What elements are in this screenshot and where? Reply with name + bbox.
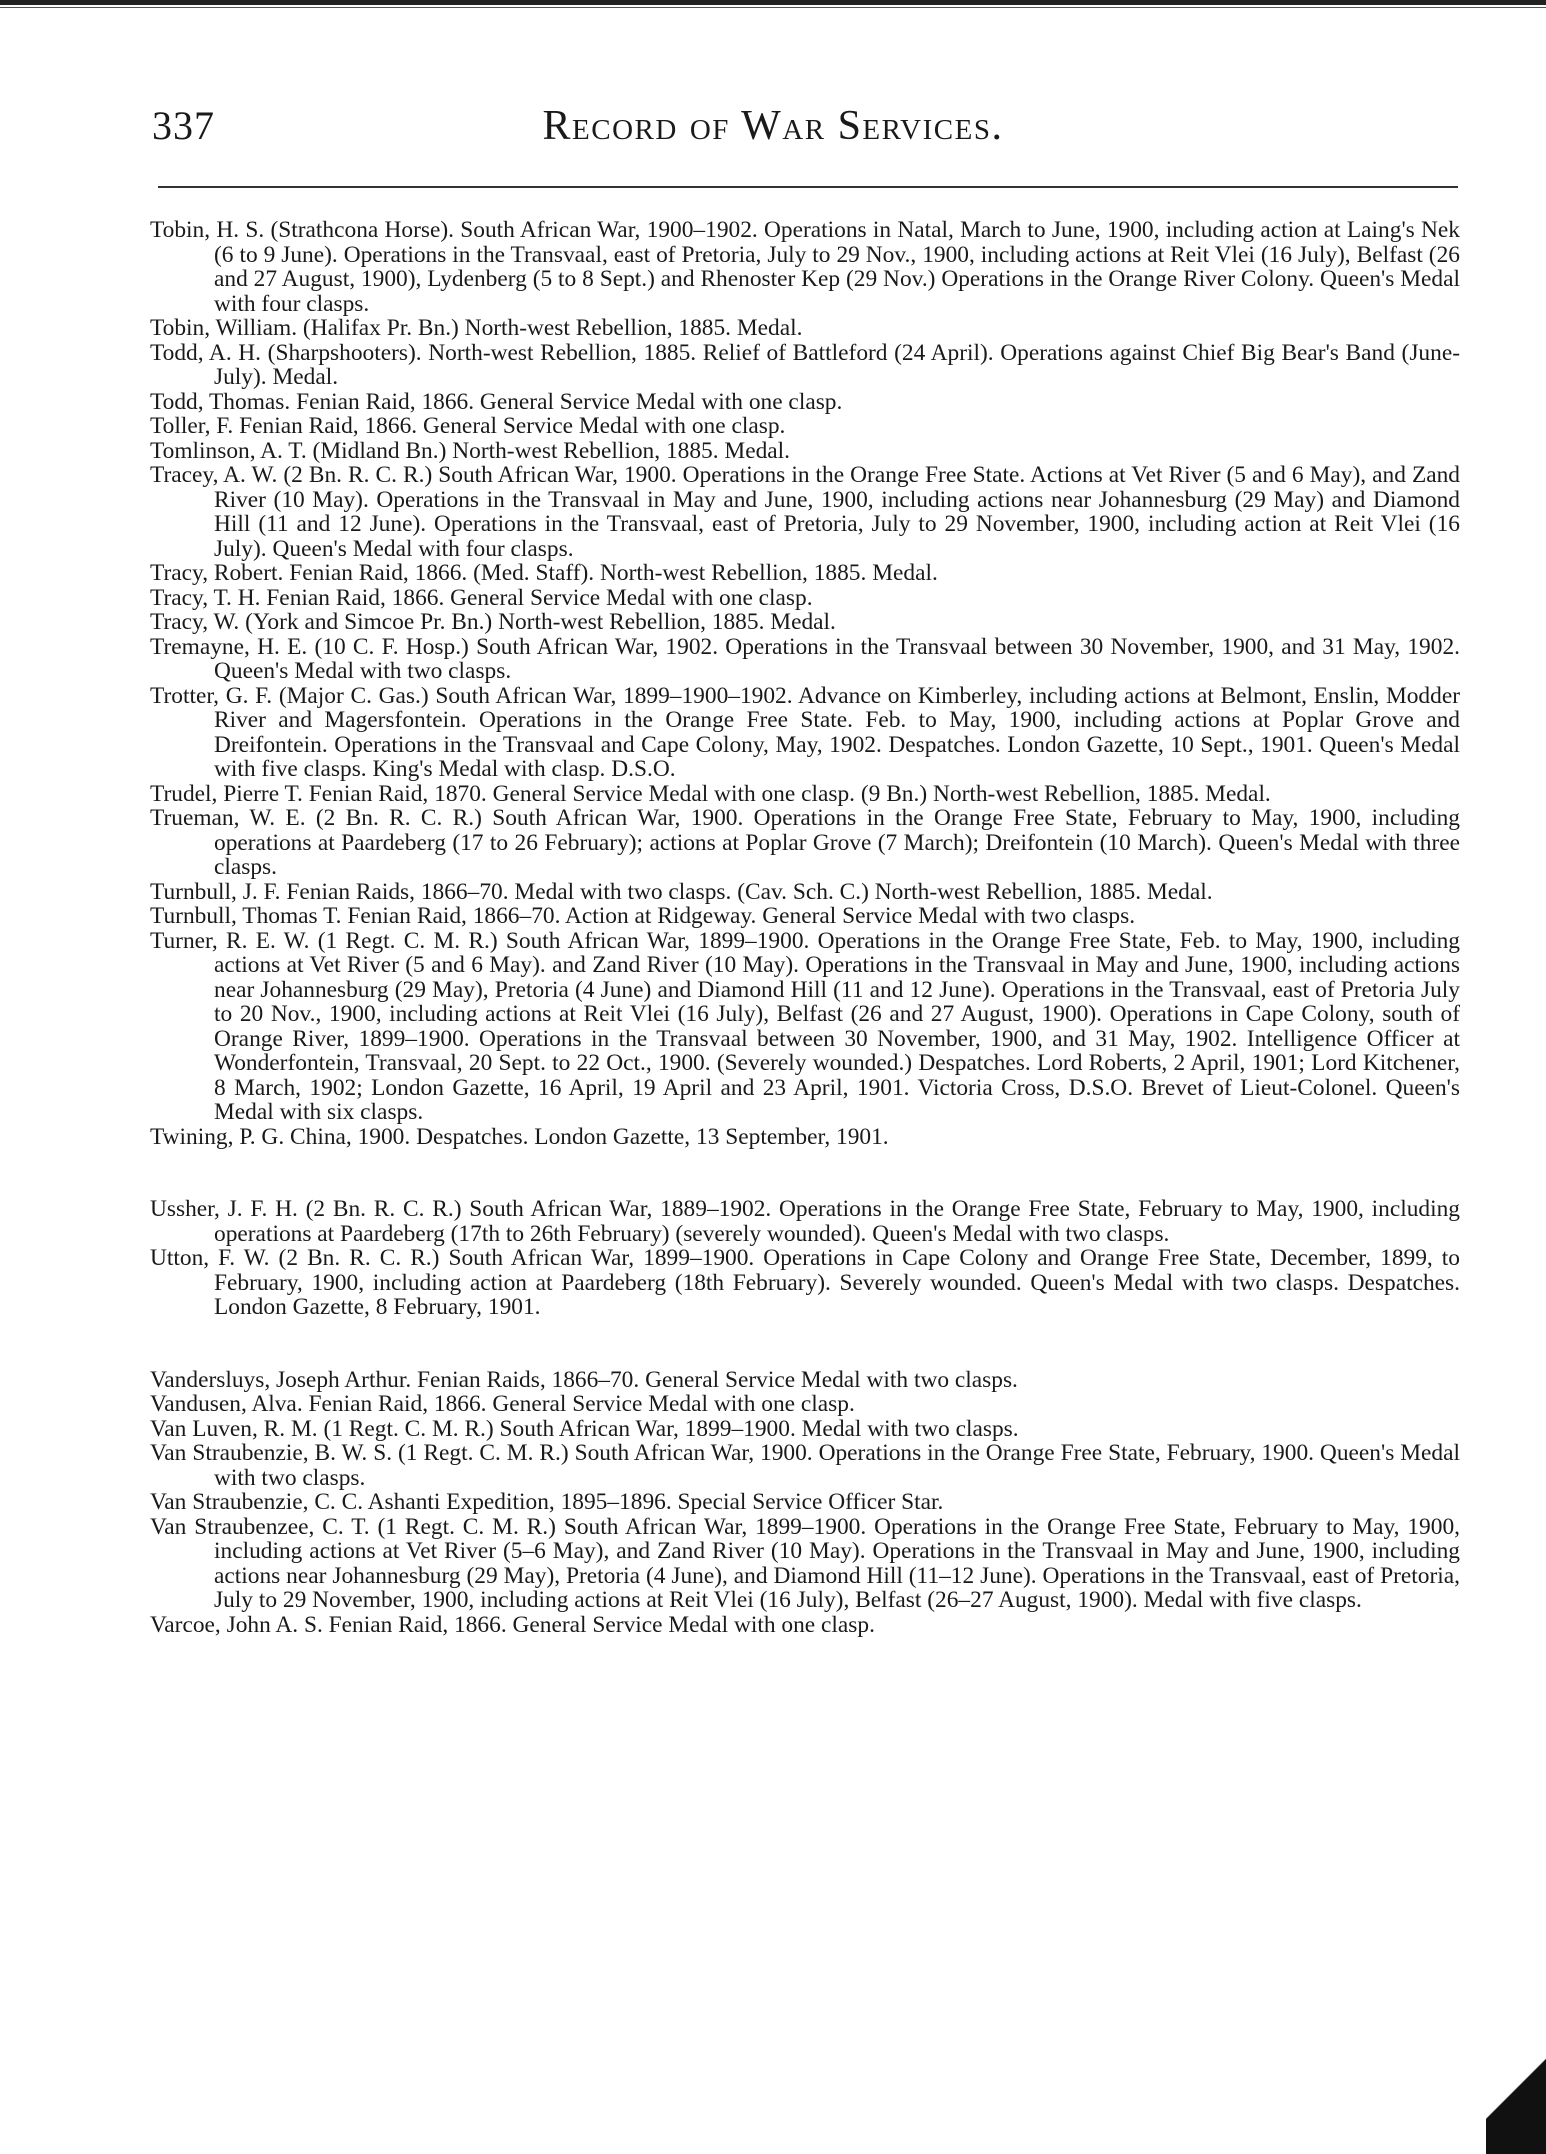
- entry-trotter-gf: Trotter, G. F. (Major C. Gas.) South African War, 1899–1900–1902. Advance on Kimberley, including actions at Belmont, Enslin, Modder River and Magersfontein. Operations in the Orange Free State. Feb. to May, 1900, including actions at Poplar Grove and Dreifontein. Operations in the Transvaal and Cape Colony, May, 1902. Despatches. London Gazette, 10 Sept., 1901. Queen's Medal with five clasps. King's Medal with clasp. D.S.O.: [150, 682, 1460, 782]
- entry-tobin-hs: Tobin, H. S. (Strathcona Horse). South African War, 1900–1902. Operations in Natal, March to June, 1900, including action at Laing's Nek (6 to 9 June). Operations in the Transvaal, east of Pretoria, July to 29 Nov., 1900, including actions at Reit Vlei (16 July), Belfast (26 and 27 August, 1900), Lydenberg (5 to 8 Sept.) and Rhenoster Kep (29 Nov.) Operations in the Orange River Colony. Queen's Medal with four clasps.: [150, 217, 1460, 317]
- entry-vandusen-alva: Vandusen, Alva. Fenian Raid, 1866. General Service Medal with one clasp.: [150, 1391, 855, 1417]
- page-number: 337: [152, 103, 215, 148]
- entry-twining-pg: Twining, P. G. China, 1900. Despatches. London Gazette, 13 September, 1901.: [150, 1123, 889, 1150]
- entry-vandersluys-joseph: Vandersluys, Joseph Arthur. Fenian Raids, 1866–70. General Service Medal with two clasps.: [150, 1366, 1018, 1393]
- entry-tracy-w: Tracy, W. (York and Simcoe Pr. Bn.) North-west Rebellion, 1885. Medal.: [150, 609, 836, 635]
- page-corner-shadow: [1486, 2054, 1546, 2154]
- entry-van-straubenzee-ct: Van Straubenzee, C. T. (1 Regt. C. M. R.) South African War, 1899–1900. Operations in the Orange Free State, February to May, 1900, including actions at Vet River (5–6 May), and Zand River (10 May). Operations in the Transvaal in May and June, 1900, including actions near Johannesburg (29 May), Pretoria (4 June), and Diamond Hill (11–12 June). Operations in the Transvaal, east of Pretoria, July to 29 November, 1900, including actions at Reit Vlei (16 July), Belfast (26–27 August, 1900). Medal with five clasps.: [150, 1513, 1460, 1613]
- entry-tracy-th: Tracy, T. H. Fenian Raid, 1866. General Service Medal with one clasp.: [150, 584, 813, 611]
- record-entries: [150, 218, 1460, 1637]
- entry-turnbull-jf: Turnbull, J. F. Fenian Raids, 1866–70. Medal with two clasps. (Cav. Sch. C.) North-west Rebellion, 1885. Medal.: [150, 878, 1213, 905]
- entry-van-luven-rm: Van Luven, R. M. (1 Regt. C. M. R.) South African War, 1899–1900. Medal with two clasps.: [150, 1415, 1019, 1442]
- entry-tomlinson-at: Tomlinson, A. T. (Midland Bn.) North-west Rebellion, 1885. Medal.: [150, 437, 791, 464]
- entry-toller-f: Toller, F. Fenian Raid, 1866. General Service Medal with one clasp.: [150, 413, 786, 439]
- entry-trudel-pierre: Trudel, Pierre T. Fenian Raid, 1870. General Service Medal with one clasp. (9 Bn.) North-west Rebellion, 1885. Medal.: [150, 780, 1271, 807]
- entry-trueman-we: Trueman, W. E. (2 Bn. R. C. R.) South African War, 1900. Operations in the Orange Free State, February to May, 1900, including operations at Paardeberg (17 to 26 February); actions at Poplar Grove (7 March); Dreifontein (10 March). Queen's Medal with three clasps.: [150, 805, 1460, 880]
- entry-van-straubenzie-cc: Van Straubenzie, C. C. Ashanti Expedition, 1895–1896. Special Service Officer Star.: [150, 1489, 944, 1515]
- entry-tracey-aw: Tracey, A. W. (2 Bn. R. C. R.) South African War, 1900. Operations in the Orange Free State. Actions at Vet River (5 and 6 May), and Zand River (10 May). Operations in the Transvaal in May and June, 1900, including actions near Johannesburg (29 May) and Diamond Hill (11 and 12 June). Operations in the Transvaal, east of Pretoria, July to 29 November, 1900, including action at Reit Vlei (16 July). Queen's Medal with four clasps.: [150, 462, 1460, 562]
- entry-ussher-jfh: Ussher, J. F. H. (2 Bn. R. C. R.) South African War, 1889–1902. Operations in the Orange Free State, February to May, 1900, including operations at Paardeberg (17th to 26th February) (severely wounded). Queen's Medal with two clasps.: [150, 1196, 1460, 1247]
- entry-tobin-william: Tobin, William. (Halifax Pr. Bn.) North-west Rebellion, 1885. Medal.: [150, 315, 803, 341]
- top-border-rule: [0, 0, 1546, 8]
- entry-tremayne-he: Tremayne, H. E. (10 C. F. Hosp.) South African War, 1902. Operations in the Transvaal between 30 November, 1900, and 31 May, 1902. Queen's Medal with two clasps.: [150, 633, 1460, 684]
- entry-tracy-robert: Tracy, Robert. Fenian Raid, 1866. (Med. Staff). North-west Rebellion, 1885. Medal.: [150, 560, 938, 586]
- entry-utton-fw: Utton, F. W. (2 Bn. R. C. R.) South African War, 1899–1900. Operations in Cape Colony and Orange Free State, December, 1899, to February, 1900, including action at Paardeberg (18th February). Severely wounded. Queen's Medal with two clasps. Despatches. London Gazette, 8 February, 1901.: [150, 1245, 1460, 1320]
- section-gap-u: [150, 1149, 1460, 1197]
- entry-todd-ah: Todd, A. H. (Sharpshooters). North-west Rebellion, 1885. Relief of Battleford (24 April). Operations against Chief Big Bear's Band (June-July). Medal.: [150, 339, 1460, 390]
- entry-van-straubenzie-bws: Van Straubenzie, B. W. S. (1 Regt. C. M. R.) South African War, 1900. Operations in the Orange Free State, February, 1900. Queen's Medal with two clasps.: [150, 1440, 1460, 1491]
- running-title: Record of War Services.: [542, 103, 1004, 149]
- section-gap-v: [150, 1320, 1460, 1368]
- entry-varcoe-john: Varcoe, John A. S. Fenian Raid, 1866. General Service Medal with one clasp.: [150, 1611, 875, 1638]
- header-rule: [158, 186, 1458, 188]
- entry-todd-thomas: Todd, Thomas. Fenian Raid, 1866. General Service Medal with one clasp.: [150, 388, 843, 415]
- entry-turnbull-thomas: Turnbull, Thomas T. Fenian Raid, 1866–70. Action at Ridgeway. General Service Medal with two clasps.: [150, 903, 1136, 929]
- entry-turner-rew: Turner, R. E. W. (1 Regt. C. M. R.) South African War, 1899–1900. Operations in the Orange Free State, Feb. to May, 1900, including actions at Vet River (5 and 6 May). and Zand River (10 May). Operations in the Transvaal in May and June, 1900, including actions near Johannesburg (29 May), Pretoria (4 June) and Diamond Hill (11 and 12 June). Operations in the Transvaal, east of Pretoria July to 20 Nov., 1900, including actions at Reit Vlei (16 July), Belfast (26 and 27 August, 1900). Operations in Cape Colony, south of Orange River, 1899–1900. Operations in the Transvaal between 30 November, 1900, and 31 May, 1902. Intelligence Officer at Wonderfontein, Transvaal, 20 Sept. to 22 Oct., 1900. (Severely wounded.) Despatches. Lord Roberts, 2 April, 1901; Lord Kitchener, 8 March, 1902; London Gazette, 16 April, 19 April and 23 April, 1901. Victoria Cross, D.S.O. Brevet of Lieut-Colonel. Queen's Medal with six clasps.: [150, 927, 1460, 1125]
